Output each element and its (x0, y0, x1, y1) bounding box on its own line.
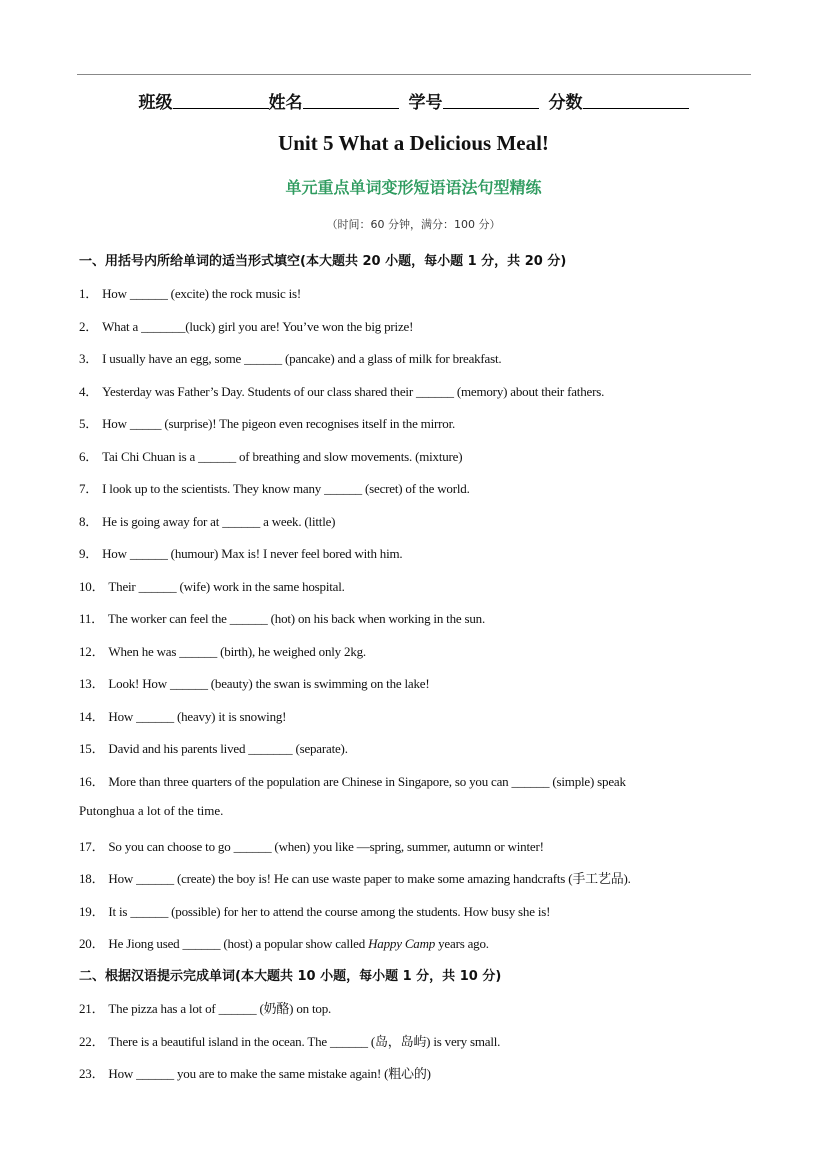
question-number: 19． (79, 904, 105, 919)
question-item (79, 1031, 500, 1050)
question-text: Yesterday was Father’s Day. Students of our class shared their ______ (memory) about their fathers. (102, 384, 605, 399)
exam-meta: （时间：60 分钟，满分：100 分） (326, 218, 501, 231)
question-number: 11． (79, 611, 104, 626)
question-item (79, 381, 604, 400)
question-number: 16． (79, 774, 105, 789)
question-text: How ______ (excite) the rock music is! (102, 286, 302, 301)
question-item (79, 348, 501, 367)
question-item (79, 673, 430, 692)
question-number: 3． (79, 351, 99, 366)
question-number: 1． (79, 286, 99, 301)
question-number: 9． (79, 546, 99, 561)
page-subtitle: 单元重点单词变形短语语法句型精练 (285, 178, 542, 197)
question-item (79, 576, 345, 595)
question-text: More than three quarters of the population are Chinese in Singapore, so you can ______ (simple) speak (108, 774, 626, 789)
question-number: 8． (79, 514, 99, 529)
question-text: He Jiong used ______ (host) a popular show called (108, 936, 369, 951)
question-text: How ______ (humour) Max is! I never feel bored with him. (102, 546, 403, 561)
question-item (79, 1063, 431, 1082)
question-item (79, 933, 489, 952)
question-item (79, 413, 455, 432)
question-item (79, 478, 470, 497)
question-item (79, 868, 631, 887)
question-number: 22． (79, 1034, 105, 1049)
question-number: 20． (79, 936, 105, 951)
question-text: So you can choose to go ______ (when) you like —spring, summer, autumn or winter! (108, 839, 544, 854)
question-number: 4． (79, 384, 99, 399)
question-number: 21． (79, 1001, 105, 1016)
question-text: The pizza has a lot of ______ (奶酪) on top. (108, 1001, 332, 1016)
question-text: How ______ you are to make the same mistake again! (粗心的) (108, 1066, 431, 1081)
question-item (79, 316, 413, 335)
question-text: I usually have an egg, some ______ (pancake) and a glass of milk for breakfast. (102, 351, 502, 366)
question-text: The worker can feel the ______ (hot) on his back when working in the sun. (107, 611, 486, 626)
question-item (79, 998, 331, 1017)
question-text: Look! How ______ (beauty) the swan is swimming on the lake! (108, 676, 430, 691)
question-text: He is going away for at ______ a week. (little) (102, 514, 336, 529)
question-text: How ______ (create) the boy is! He can use waste paper to make some amazing handcrafts (手工艺品). (108, 871, 631, 886)
question-text: I look up to the scientists. They know many ______ (secret) of the world. (102, 481, 470, 496)
class-blank[interactable] (173, 88, 269, 109)
class-label: 班级 (138, 93, 173, 113)
question-item (79, 641, 366, 660)
question-item (79, 283, 301, 302)
question-number: 17． (79, 839, 105, 854)
question-continuation: Putonghua a lot of the time. (79, 803, 224, 818)
question-item (79, 511, 335, 530)
question-number: 6． (79, 449, 99, 464)
question-item (79, 771, 626, 790)
show-title: Happy Camp (368, 936, 436, 951)
question-item (79, 608, 485, 627)
question-text: Their ______ (wife) work in the same hospital. (108, 579, 345, 594)
question-text-end: years ago. (435, 936, 489, 951)
id-label: 学号 (408, 93, 443, 113)
score-label: 分数 (548, 93, 583, 113)
question-text: David and his parents lived _______ (separate). (108, 741, 348, 756)
score-blank[interactable] (583, 88, 689, 109)
student-info-header (0, 88, 827, 113)
name-label: 姓名 (268, 93, 303, 113)
page-title: Unit 5 What a Delicious Meal! (278, 131, 549, 155)
question-text: How _____ (surprise)! The pigeon even recognises itself in the mirror. (102, 416, 456, 431)
top-rule (77, 74, 751, 75)
question-text: How ______ (heavy) it is snowing! (108, 709, 287, 724)
question-text: There is a beautiful island in the ocean. The ______ (岛，岛屿) is very small. (108, 1034, 501, 1049)
question-item (79, 738, 348, 757)
question-number: 15． (79, 741, 105, 756)
question-item (79, 901, 550, 920)
question-item (79, 836, 544, 855)
question-number: 7． (79, 481, 99, 496)
question-text: When he was ______ (birth), he weighed only 2kg. (108, 644, 366, 659)
question-number: 18． (79, 871, 105, 886)
question-text: It is ______ (possible) for her to attend the course among the students. How busy she is! (108, 904, 551, 919)
question-number: 10． (79, 579, 105, 594)
section-title: 二、根据汉语提示完成单词(本大题共 10 小题，每小题 1 分，共 10 分) (79, 969, 502, 984)
question-number: 2． (79, 319, 99, 334)
name-blank[interactable] (303, 88, 399, 109)
section-title: 一、用括号内所给单词的适当形式填空(本大题共 20 小题，每小题 1 分，共 20 分) (79, 254, 567, 269)
id-blank[interactable] (443, 88, 539, 109)
question-number: 5． (79, 416, 99, 431)
question-number: 14． (79, 709, 105, 724)
question-number: 13． (79, 676, 105, 691)
question-item (79, 706, 286, 725)
question-item (79, 543, 402, 562)
question-number: 12． (79, 644, 105, 659)
question-item (79, 446, 462, 465)
question-number: 23． (79, 1066, 105, 1081)
question-text: What a _______(luck) girl you are! You’ve won the big prize! (102, 319, 414, 334)
question-text: Tai Chi Chuan is a ______ of breathing and slow movements. (mixture) (102, 449, 463, 464)
